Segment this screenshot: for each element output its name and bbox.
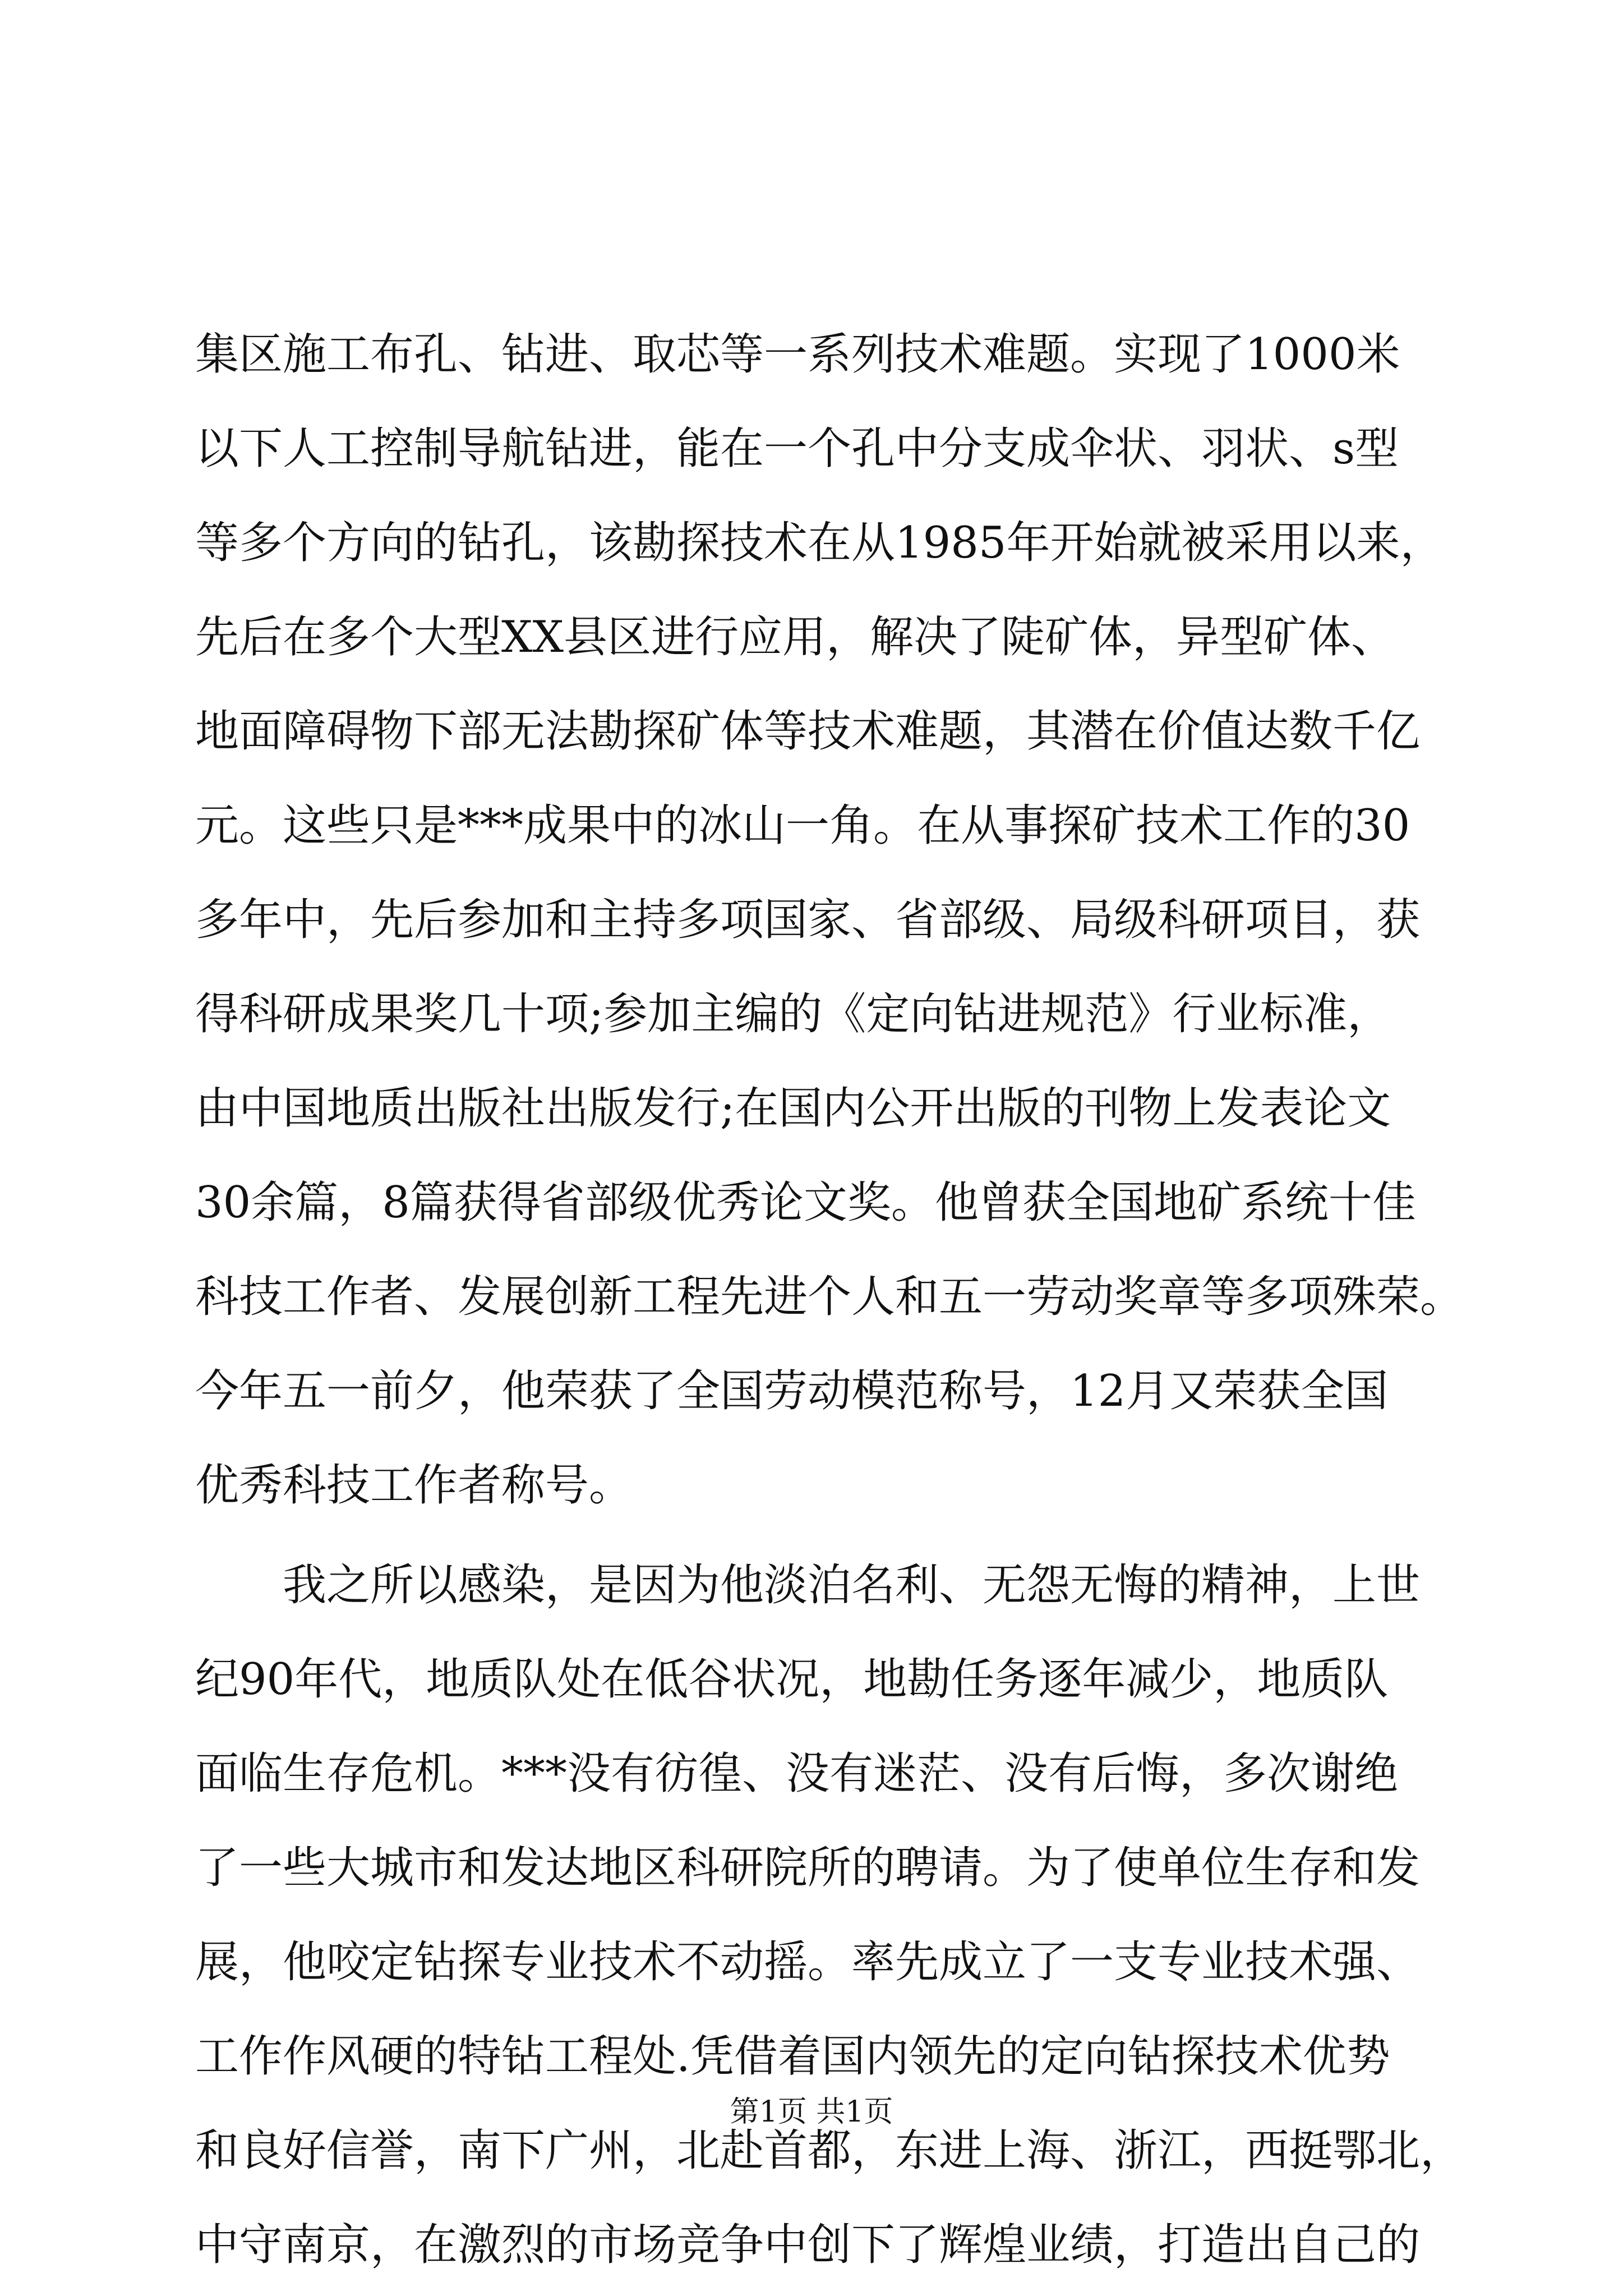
text-line: 得科研成果奖几十项;参加主编的《定向钻进规范》行业标准，: [195, 989, 1391, 1039]
text-line: 了一些大城市和发达地区科研院所的聘请。为了使单位生存和发: [195, 1843, 1421, 1893]
text-line: 等多个方向的钻孔，该勘探技术在从1985年开始就被采用以来，: [195, 518, 1444, 568]
text-line: 工作作风硬的特钻工程处.凭借着国内领先的定向钻探技术优势: [195, 2031, 1390, 2082]
text-line: 由中国地质出版社出版发行;在国内公开出版的刊物上发表论文: [195, 1083, 1391, 1134]
text-line: 以下人工控制导航钻进，能在一个孔中分支成伞状、羽状、s型: [195, 424, 1399, 474]
page-footer: [0, 2092, 1623, 2132]
paragraph-2: [195, 1538, 1464, 2292]
paragraph-gap: [195, 1533, 1435, 1538]
text-line: 集区施工布孔、钻进、取芯等一系列技术难题。实现了1000米: [195, 329, 1400, 380]
text-line: 地面障碍物下部无法勘探矿体等技术难题，其潜在价值达数千亿: [195, 706, 1421, 757]
text-line: 先后在多个大型XX县区进行应用，解决了陡矿体，异型矿体、: [195, 612, 1395, 662]
text-line: 面临生存危机。***没有彷徨、没有迷茫、没有后悔，多次谢绝: [195, 1749, 1399, 1799]
document-body: [195, 307, 1464, 2292]
text-line: 我之所以感染，是因为他淡泊名利、无怨无悔的精神，上世: [283, 1560, 1421, 1611]
text-line: 30余篇，8篇获得省部级优秀论文奖。他曾获全国地矿系统十佳: [195, 1177, 1416, 1228]
text-line: 今年五一前夕，他荣获了全国劳动模范称号，12月又荣获全国: [195, 1366, 1389, 1416]
page-number: 第1页 共1页: [730, 2095, 893, 2129]
text-line: 展，他咬定钻探专业技术不动摇。率先成立了一支专业技术强、: [195, 1937, 1421, 1987]
text-line: 多年中，先后参加和主持多项国家、省部级、局级科研项目，获: [195, 895, 1421, 945]
text-line: 优秀科技工作者称号。: [195, 1460, 633, 1511]
text-line: 中守南京，在激烈的市场竞争中创下了辉煌业绩，打造出自己的: [195, 2220, 1421, 2270]
text-line: 元。这些只是***成果中的冰山一角。在从事探矿技术工作的30: [195, 800, 1410, 851]
text-line: 和良好信誉，南下广州，北赴首都，东进上海、浙江，西挺鄂北，: [195, 2125, 1464, 2176]
text-line: 纪90年代，地质队处在低谷状况，地勘任务逐年减少，地质队: [195, 1654, 1389, 1705]
text-line: 科技工作者、发展创新工程先进个人和五一劳动奖章等多项殊荣。: [195, 1272, 1464, 1322]
paragraph-1: [195, 307, 1464, 1533]
